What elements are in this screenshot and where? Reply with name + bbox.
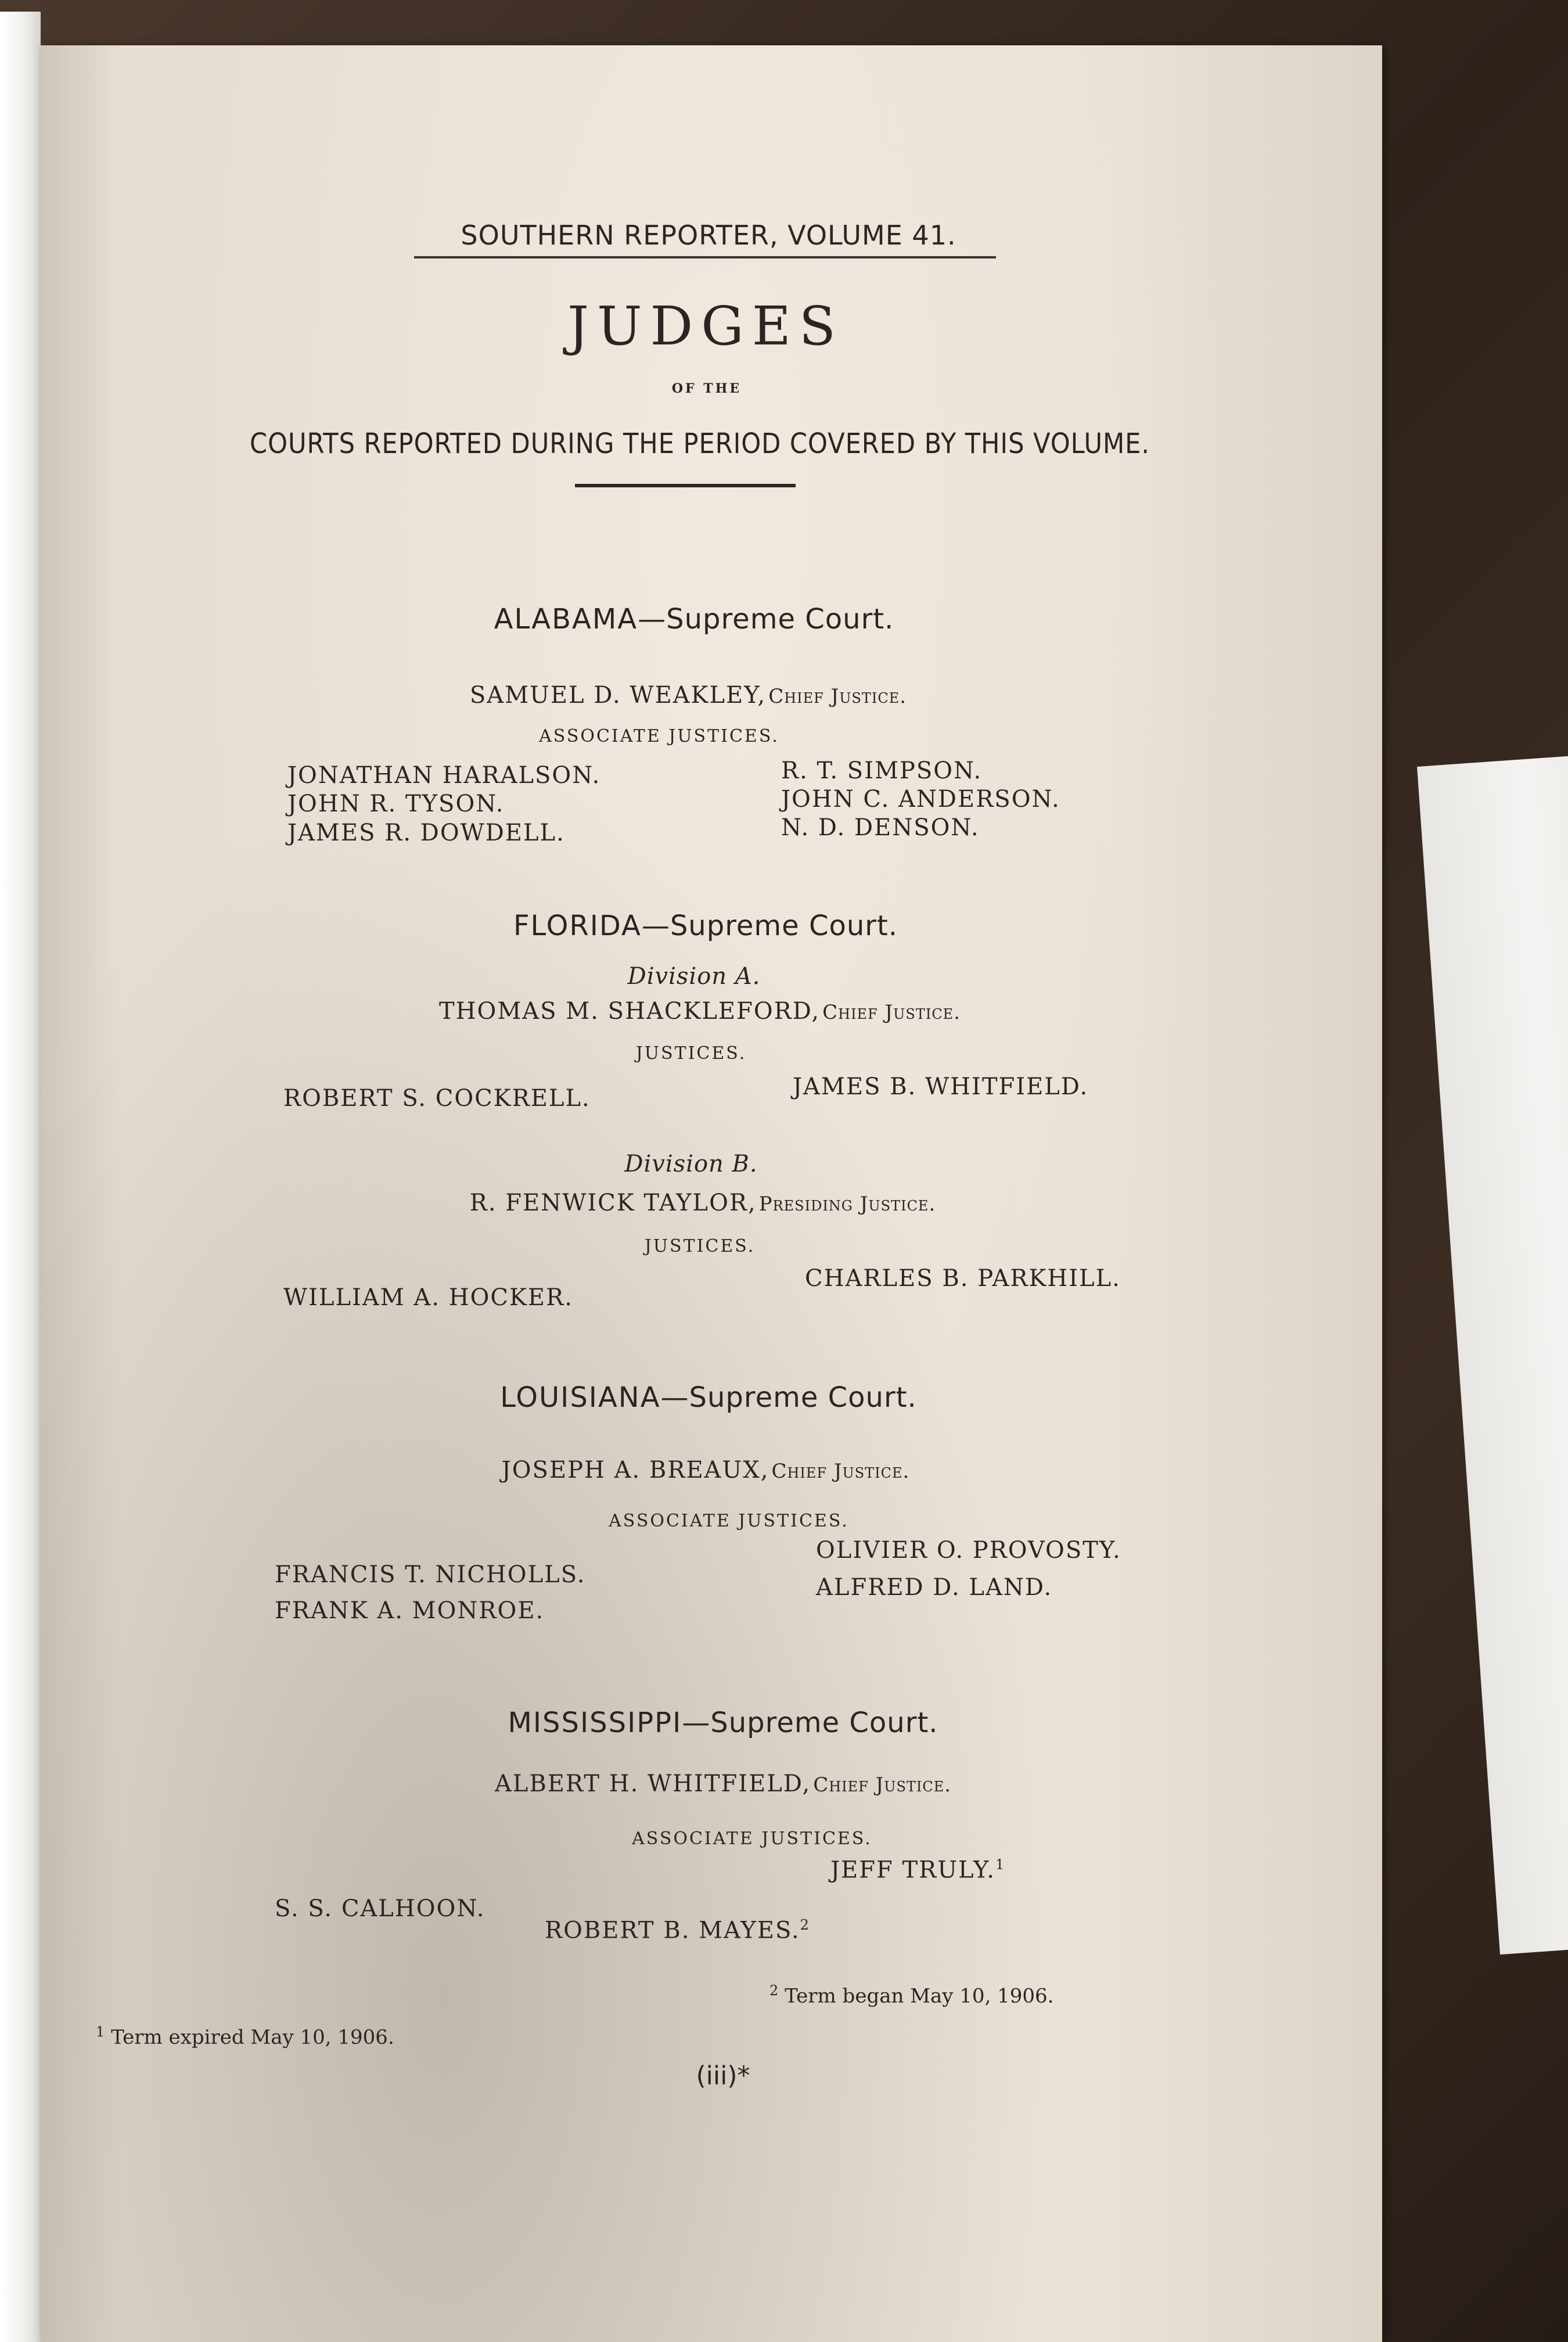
footnote-2-mark: 2 bbox=[769, 1982, 779, 1999]
mississippi-justice-right-name: JEFF TRULY. bbox=[830, 1856, 995, 1884]
mississippi-justice-left: S. S. CALHOON. bbox=[275, 1895, 485, 1922]
louisiana-justice-left-1: FRANCIS T. NICHOLLS. bbox=[275, 1561, 586, 1588]
florida-b-justice-right: CHARLES B. PARKHILL. bbox=[805, 1265, 1121, 1292]
page-subtitle: COURTS REPORTED DURING THE PERIOD COVERED BY THIS VOLUME. bbox=[250, 428, 1150, 460]
mississippi-chief-name: ALBERT H. WHITFIELD, bbox=[494, 1770, 811, 1797]
alabama-associates-label: ASSOCIATE JUSTICES. bbox=[539, 726, 779, 746]
louisiana-justice-right-2: ALFRED D. LAND. bbox=[816, 1574, 1053, 1601]
florida-a-justices-label: JUSTICES. bbox=[635, 1043, 747, 1064]
mississippi-justice-right bbox=[830, 1856, 1005, 1883]
florida-b-justice-left: WILLIAM A. HOCKER. bbox=[283, 1284, 573, 1311]
alabama-state: ALABAMA bbox=[494, 603, 638, 635]
header-underline bbox=[414, 256, 996, 258]
footnote-2-text: Term began May 10, 1906. bbox=[785, 1984, 1054, 2008]
mississippi-heading bbox=[52, 1707, 1394, 1739]
mississippi-associates-label: ASSOCIATE JUSTICES. bbox=[632, 1829, 872, 1849]
alabama-justice-left-2: JOHN R. TYSON. bbox=[287, 791, 505, 817]
book-page bbox=[41, 45, 1382, 2342]
florida-a-chief-title: Chief Justice. bbox=[822, 1001, 961, 1024]
page-number: (iii)* bbox=[696, 2061, 750, 2090]
louisiana-heading bbox=[38, 1381, 1379, 1414]
florida-b-presiding-name: R. FENWICK TAYLOR, bbox=[469, 1190, 757, 1216]
louisiana-court: —Supreme Court. bbox=[660, 1381, 917, 1414]
mississippi-state: MISSISSIPPI bbox=[508, 1707, 682, 1739]
title-rule bbox=[575, 484, 796, 487]
florida-b-presiding-title: Presiding Justice. bbox=[758, 1192, 936, 1216]
louisiana-state: LOUISIANA bbox=[500, 1381, 661, 1414]
alabama-justice-left-3: JAMES R. DOWDELL. bbox=[287, 820, 565, 846]
of-the-label: OF THE bbox=[671, 381, 742, 396]
florida-b-presiding-justice bbox=[32, 1190, 1373, 1216]
alabama-chief-justice bbox=[17, 682, 1359, 709]
footnote-1-mark: 1 bbox=[96, 2024, 105, 2040]
mississippi-chief-justice bbox=[52, 1770, 1394, 1797]
florida-a-justice-right: JAMES B. WHITFIELD. bbox=[793, 1073, 1089, 1100]
running-header: SOUTHERN REPORTER, VOLUME 41. bbox=[461, 220, 956, 251]
florida-b-justices-label: JUSTICES. bbox=[644, 1236, 756, 1256]
alabama-chief-name: SAMUEL D. WEAKLEY, bbox=[469, 682, 767, 709]
florida-a-justice-left: ROBERT S. COCKRELL. bbox=[283, 1085, 591, 1112]
louisiana-chief-justice bbox=[35, 1457, 1376, 1483]
footnote-1-text: Term expired May 10, 1906. bbox=[111, 2025, 394, 2049]
alabama-justice-right-1: R. T. SIMPSON. bbox=[781, 757, 983, 784]
louisiana-justice-right-1: OLIVIER O. PROVOSTY. bbox=[816, 1537, 1121, 1564]
page-title: JUDGES bbox=[567, 295, 844, 357]
mississippi-justice-middle-mark: 2 bbox=[800, 1917, 810, 1933]
footnote-1 bbox=[96, 2024, 394, 2049]
florida-division-a: Division A. bbox=[627, 963, 761, 990]
florida-heading bbox=[35, 910, 1376, 942]
mississippi-justice-middle bbox=[545, 1917, 810, 1944]
mississippi-court: —Supreme Court. bbox=[682, 1707, 938, 1739]
footnote-2 bbox=[769, 1982, 1054, 2007]
alabama-court: —Supreme Court. bbox=[638, 603, 894, 635]
mississippi-chief-title: Chief Justice. bbox=[813, 1773, 952, 1797]
louisiana-justice-left-2: FRANK A. MONROE. bbox=[275, 1597, 545, 1624]
florida-court: —Supreme Court. bbox=[641, 910, 898, 942]
mississippi-justice-right-mark: 1 bbox=[995, 1856, 1006, 1873]
louisiana-associates-label: ASSOCIATE JUSTICES. bbox=[609, 1511, 849, 1531]
louisiana-chief-title: Chief Justice. bbox=[771, 1460, 910, 1483]
florida-a-chief-name: THOMAS M. SHACKLEFORD, bbox=[438, 998, 821, 1025]
alabama-chief-title: Chief Justice. bbox=[768, 685, 907, 708]
alabama-justice-right-3: N. D. DENSON. bbox=[781, 814, 980, 841]
louisiana-chief-name: JOSEPH A. BREAUX, bbox=[501, 1457, 769, 1483]
mississippi-justice-middle-name: ROBERT B. MAYES. bbox=[545, 1917, 800, 1944]
alabama-justice-left-1: JONATHAN HARALSON. bbox=[287, 762, 601, 789]
alabama-justice-right-2: JOHN C. ANDERSON. bbox=[781, 786, 1060, 813]
florida-state: FLORIDA bbox=[513, 910, 642, 942]
alabama-heading bbox=[23, 603, 1365, 635]
florida-division-b: Division B. bbox=[624, 1151, 758, 1177]
florida-a-chief-justice bbox=[29, 998, 1371, 1025]
